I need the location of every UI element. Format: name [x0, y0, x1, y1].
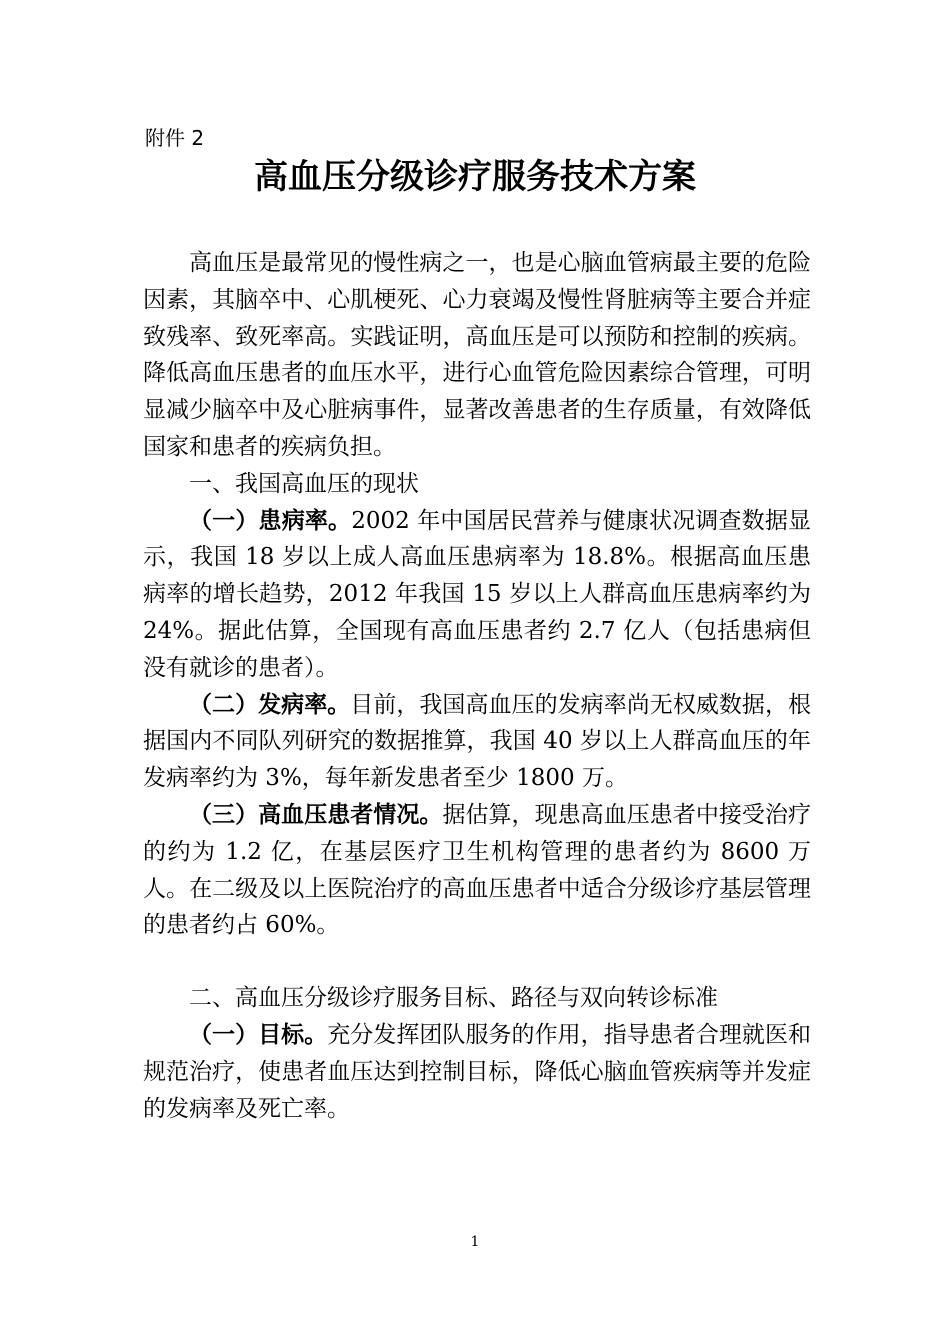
section-heading-service-goals: 二、高血压分级诊疗服务目标、路径与双向转诊标准: [189, 985, 718, 1012]
paragraph-text-incidence: 目前，我国高血压的发病率尚无权威数据，根据国内不同队列研究的数据推算，我国 40 岁以上人群高血压的年发病率约为 3%，每年新发患者至少 1800 万。: [143, 691, 812, 792]
paragraph-prevalence: [143, 503, 811, 687]
paragraph-text-prevalence: 2002 年中国居民营养与健康状况调查数据显示，我国 18 岁以上成人高血压患病率为 18.8%。根据高血压患病率的增长趋势，2012 年我国 15 岁以上人群高血压患病率约为 24%。据此估算，全国现有高血压患者约 2.7 亿人（包括患病但没有就诊的患者）。: [143, 507, 811, 681]
document-title: 高血压分级诊疗服务技术方案: [254, 157, 696, 197]
intro-paragraph: 高血压是最常见的慢性病之一，也是心脑血管病最主要的危险因素，其脑卒中、心肌梗死、心力衰竭及慢性肾脏病等主要合并症致残率、致死率高。实践证明，高血压是可以预防和控制的疾病。降低高血压患者的血压水平，进行心血管危险因素综合管理，可明显减少脑卒中及心脏病事件，显著改善患者的生存质量，有效降低国家和患者的疾病负担。: [143, 250, 811, 460]
paragraph-lead-goal: （一）目标。: [189, 1021, 328, 1048]
paragraph-lead-patient-status: （三）高血压患者情况。: [189, 801, 443, 828]
document-body: [143, 245, 811, 1127]
paragraph-lead-prevalence: （一）患病率。: [189, 507, 352, 534]
paragraph-lead-incidence: （二）发病率。: [189, 691, 351, 718]
section-heading-current-status: 一、我国高血压的现状: [189, 470, 419, 497]
paragraph-patient-status: [143, 797, 811, 944]
paragraph-text-patient-status: 据估算，现患高血压患者中接受治疗的约为 1.2 亿，在基层医疗卫生机构管理的患者约为 8600 万人。在二级及以上医院治疗的高血压患者中适合分级诊疗基层管理的患者约占 60%。: [143, 801, 812, 939]
paragraph-goal: [143, 1017, 811, 1127]
paragraph-text-goal: 充分发挥团队服务的作用，指导患者合理就医和规范治疗，使患者血压达到控制目标，降低心脑血管疾病等并发症的发病率及死亡率。: [143, 1021, 812, 1122]
paragraph-incidence: [143, 687, 811, 797]
attachment-label: 附件 2: [145, 126, 205, 150]
page-number: 1: [470, 1234, 480, 1250]
section-spacer: [143, 944, 811, 980]
